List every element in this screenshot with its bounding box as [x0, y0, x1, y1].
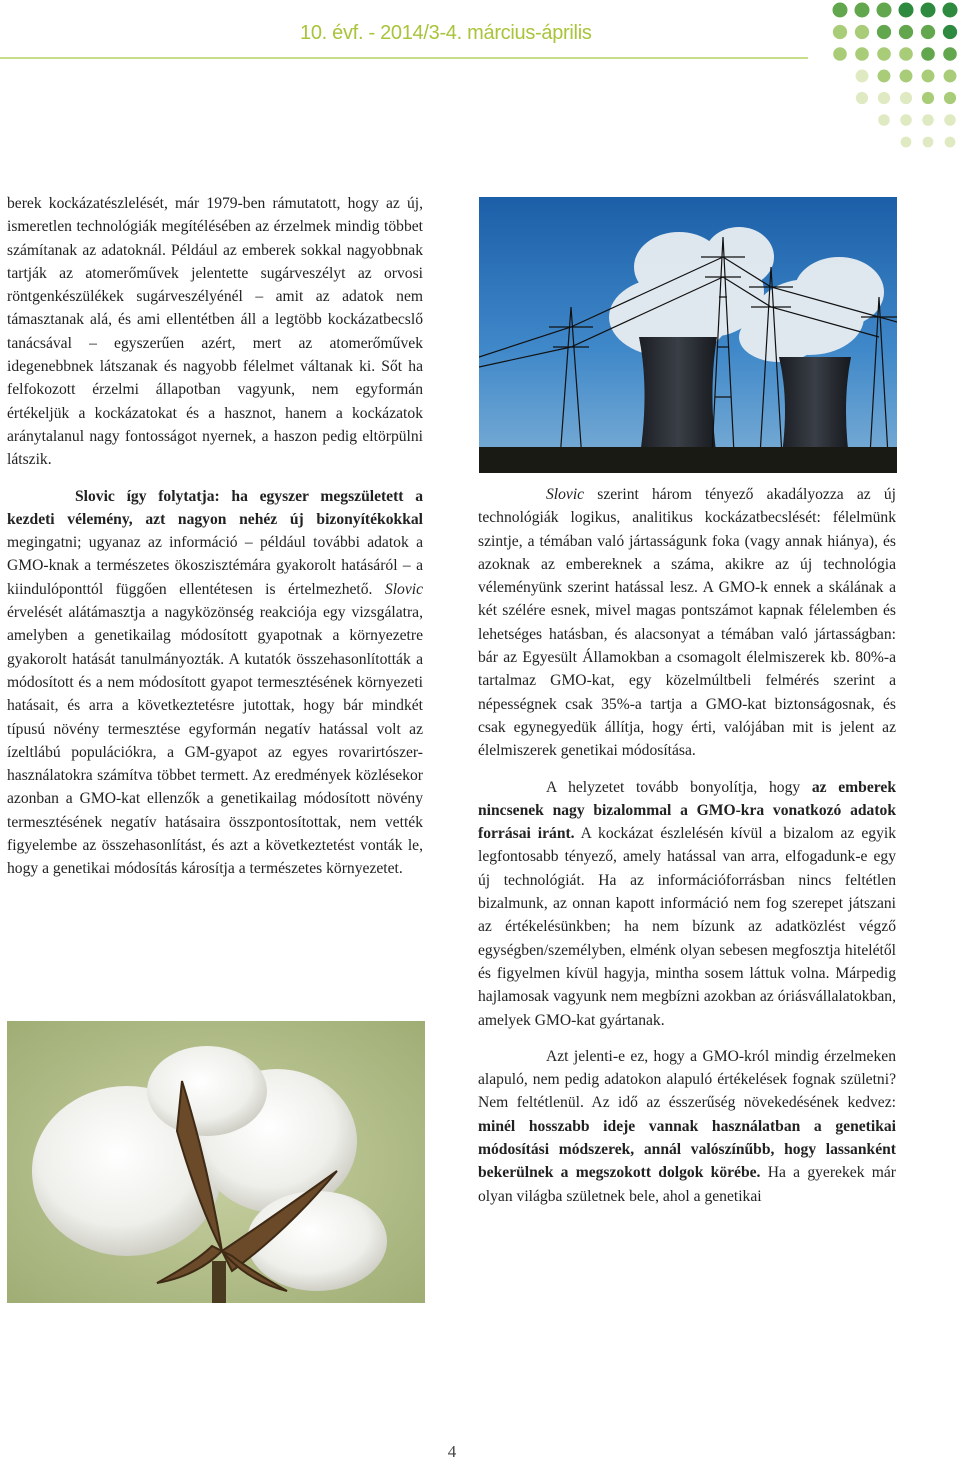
- decorative-dot: [900, 114, 912, 126]
- decorative-dot: [945, 137, 956, 148]
- decorative-dot: [923, 137, 934, 148]
- right-paragraph-3-start: Azt jelenti-e ez, hogy a GMO-król mindig érzelmeken alapuló, nem pedig adatokon alapuló értékelések fognak születni? Nem feltétlenül. Az idő az ésszerűség növekedésének kedvez:: [478, 1047, 896, 1112]
- left-paragraph-2-bold: Slovic így folytatja: ha egyszer megszületett a kezdeti vélemény, azt nagyon nehéz új bizonyítékokkal: [7, 487, 423, 528]
- left-paragraph-2-text: megingatni; ugyanaz az információ – például további adatok a GMO-knak a természetes ökoszisztémára gyakorolt hatásáról – a kiindulóponttól függően ellentétesen is értelmezhető.: [7, 534, 423, 598]
- decorative-dot: [855, 25, 869, 39]
- decorative-dot: [943, 47, 957, 61]
- page-number: 4: [447, 1442, 457, 1461]
- decorative-dot: [855, 3, 870, 18]
- right-paragraph-2-start: A helyzetet tovább bonyolítja, hogy: [546, 778, 812, 796]
- decorative-dot: [922, 70, 935, 83]
- decorative-dot: [901, 137, 912, 148]
- decorative-dot: [899, 47, 913, 61]
- decorative-dot: [944, 114, 956, 126]
- right-paragraph-3-text: Ha a gyerekek már olyan világba születnek bele, ahol a genetikai: [478, 1164, 896, 1205]
- cooling-towers-photo: [479, 197, 897, 473]
- decorative-dot: [856, 70, 869, 83]
- decorative-dot: [921, 25, 935, 39]
- decorative-dot: [944, 92, 956, 104]
- right-paragraph-3: [478, 1045, 896, 1208]
- left-text-column: [7, 192, 423, 894]
- decorative-dot: [944, 70, 957, 83]
- decorative-dot: [943, 25, 957, 39]
- right-paragraph-1: [478, 483, 896, 763]
- decorative-dot: [878, 114, 890, 126]
- decorative-dot: [921, 3, 936, 18]
- right-paragraph-2-text: A kockázat észlelésén kívül a bizalom az egyik legfontosabb tényező, amely hatással van arra, elfogadunk-e egy új technológiát. Ha az információforrásban nincs feltétlen bizalmunk, az onnan kapott információ nem fog szerepet játszani az értékelésünkben; ha nem bízunk az adatközlést végző egységben/személyben, elménk olyan sebesen megfosztja hitelétől és figyelmen kívül hagyja, mintha sosem láttuk volna. Márpedig hajlamosak vagyunk nem megbízni azokban az óriásvállalatokban, amelyek GMO-kat gyártanak.: [478, 825, 896, 1029]
- issue-header-title: 10. évf. - 2014/3-4. március-április: [300, 22, 592, 44]
- header-divider: [0, 57, 808, 59]
- decorative-dot: [899, 25, 913, 39]
- decorative-dot: [878, 92, 890, 104]
- left-paragraph-1: berek kockázatészlelését, már 1979-ben rámutatott, hogy az új, ismeretlen technológiák megítélésében az érzelmek mindig többet számítanak az adatoknál. Például az emberek sokkal nagyobbnak tartják az atomerőművek jelentette sugárveszélyt az orvosi röntgenkészülékek sugárveszélyénél – amit az adatok nem támasztanak alá, és ami ellentétben áll a legtöbb kockázatbecslő tanácsával – egyszerűen azért, mert az atomerőművek idegenebbnek látszanak és nagyobb félelmet váltanak ki. Sőt ha felfokozott érzelmi állapotban vagyunk, nem egyformán értékeljük a kockázatokat és a hasznot, hanem a kockázatok aránytalanul nagy fontosságot nyernek, a haszon pedig eltörpülni látszik.: [7, 195, 423, 469]
- decorative-dot: [833, 3, 848, 18]
- cotton-boll-photo: [7, 1021, 425, 1303]
- left-paragraph-2-name: Slovic: [384, 580, 423, 598]
- decorative-dot-grid: [830, 0, 960, 160]
- right-paragraph-2: [478, 776, 896, 1032]
- decorative-dot: [900, 70, 913, 83]
- decorative-dot: [878, 70, 891, 83]
- decorative-dot: [943, 3, 958, 18]
- decorative-dot: [922, 114, 934, 126]
- decorative-dot: [833, 25, 847, 39]
- decorative-dot: [877, 25, 891, 39]
- decorative-dot: [921, 47, 935, 61]
- decorative-dot: [899, 3, 914, 18]
- left-paragraph-2-end: érvelését alátámasztja a nagyközönség reakciója egy vizsgálatra, amelyben a genetikailag módosított gyapotnak a környezetre gyakorolt hatását tanulmányozták. A kutatók összehasonlították a módosított és a nem módosított gyapot termesztésének környezeti hatásait, és arra a következtetésre jutottak, hogy bár mindkét típusú növény termesztése egyformán negatív hatással volt az ízeltlábú populációkra, a GM-gyapot az egyes rovarirtószer-használatokra számítva többet termett. Az eredmények közlésekor azonban a GMO-kat ellenzők a genetikailag módosított növény termesztésének negatív hatásaira összpontosítottak, nem vették figyelembe az összehasonlítást, és azt a következtetést vonták le, hogy a genetikai módosítás károsítja a természetes környezetet.: [7, 604, 423, 878]
- decorative-dot: [877, 3, 892, 18]
- right-text-column: [478, 483, 896, 1221]
- decorative-dot: [922, 92, 934, 104]
- decorative-dot: [900, 92, 912, 104]
- right-paragraph-2-bold: az emberek nincsenek nagy bizalommal a GMO-kra vonatkozó adatok forrásai iránt.: [478, 778, 896, 843]
- decorative-dot: [855, 47, 869, 61]
- left-paragraph-2: [7, 485, 423, 881]
- right-paragraph-1-name: Slovic: [546, 486, 585, 503]
- decorative-dot: [856, 92, 868, 104]
- right-paragraph-1-text: szerint három tényező akadályozza az új technológiák logikus, analitikus kockázatbecslését: félelmünk szintje, a témában való jártasságunk foka (vagy annak hiánya), és azoknak az embereknek a száma, akikre az új technológia véleményünk szerint hatással lesz. A GMO-k ennek a skálának a két szélére esnek, mivel magas pontszámot kapnak félelemben és lehetséges hatásban, és alacsonyat a témában való jártasságban: bár az Egyesült Államokban a csomagolt élelmiszerek kb. 80%-a tartalmaz GMO-kat, egy közelmúltbeli felmérés szerint a népességnek csak 35%-a tartja a GMO-kat biztonságosnak, és csak egynegyedük állítja, hogy érti, valójában mit is jelent az élelmiszerek genetikai módosítása.: [478, 486, 896, 760]
- decorative-dot: [833, 47, 847, 61]
- decorative-dot: [877, 47, 891, 61]
- right-paragraph-3-bold: minél hosszabb ideje vannak használatban a genetikai módosítási módszerek, annál valószínűbb, hogy lassanként bekerülnek a megszokott dolgok körébe.: [478, 1117, 896, 1182]
